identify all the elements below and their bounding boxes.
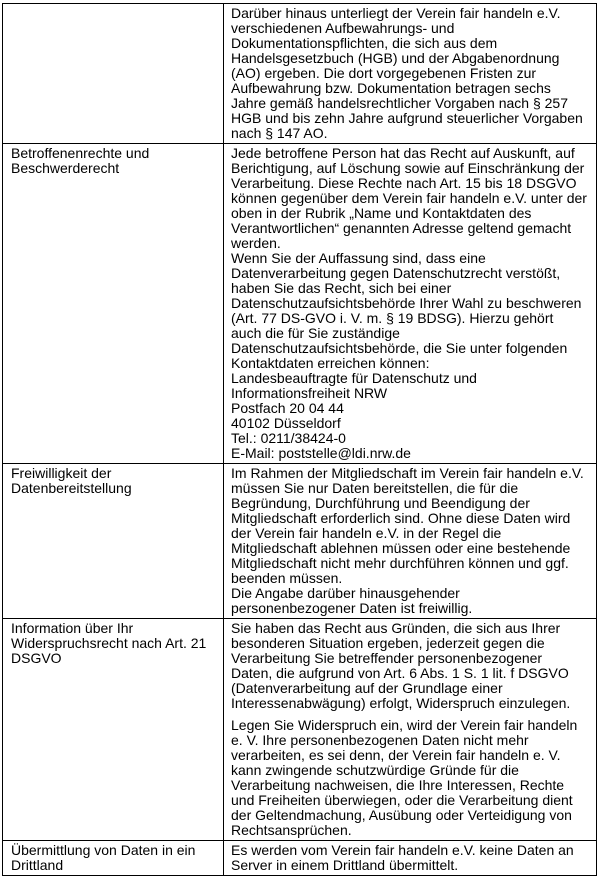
table-row-drittland [3,841,597,876]
row-label-drittland [3,841,224,876]
row-label-text: Information über Ihr Widerspruchsrecht nach Art. 21 DSGVO [11,620,207,666]
row-label-text: Übermittlung von Daten in ein Drittland [11,842,196,873]
table-row-widerspruchsrecht [3,619,597,841]
cell-paragraph: Jede betroffene Person hat das Recht auf Auskunft, auf Berichtigung, auf Löschung sowie auf Einschränkung der Verarbeitung. Diese Rechte nach Art. 15 bis 18 DSGVO können gegenüber dem Verein fair handeln e.V. unter der oben in der Rubrik „Name und Kontaktdaten des Verantwortlichen“ genannten Adresse geltend gemacht werden. [231,145,587,251]
authority-city: 40102 Düsseldorf [231,415,341,431]
row-label-betroffenenrechte [3,144,224,464]
row-content-drittland [224,841,597,876]
row-content-widerspruchsrecht [224,619,597,841]
row-content-betroffenenrechte [224,144,597,464]
authority-name: Landesbeauftragte für Datenschutz und Informationsfreiheit NRW [231,370,477,401]
cell-paragraph: Die Angabe darüber hinausgehender personenbezogener Daten ist freiwillig. [231,585,473,616]
authority-postbox: Postfach 20 04 44 [231,400,344,416]
table-row-freiwilligkeit [3,464,597,619]
cell-paragraph: Im Rahmen der Mitgliedschaft im Verein fair handeln e.V. müssen Sie nur Daten bereitstellen, die für die Begründung, Durchführung und Beendigung der Mitgliedschaft erforderlich sind. Ohne diese Daten wird der Verein fair handeln e.V. in der Regel die Mitgliedschaft ablehnen müssen oder eine bestehende Mitgliedschaft nicht mehr durchführen können und ggf. beenden müssen. [231,465,584,586]
privacy-table [2,3,597,876]
row-content-freiwilligkeit [224,464,597,619]
authority-email: E-Mail: poststelle@ldi.nrw.de [231,445,411,461]
row-label-text: Betroffenenrechte und Beschwerderecht [11,145,150,176]
cell-paragraph: Sie haben das Recht aus Gründen, die sich aus Ihrer besonderen Situation ergeben, jederzeit gegen die Verarbeitung Sie betreffender personenbezogener Daten, die aufgrund von Art. 6 Abs. 1 S. 1 lit. f DSGVO (Datenverarbeitung auf der Grundlage einer Interessenabwägung) erfolgt, Widerspruch einzulegen. [231,620,571,711]
row-label-freiwilligkeit [3,464,224,619]
table-row-retention [3,4,597,144]
row-label-text: Freiwilligkeit der Datenbereitstellung [11,465,132,496]
cell-paragraph: Legen Sie Widerspruch ein, wird der Verein fair handeln e. V. Ihre personenbezogenen Daten nicht mehr verarbeiten, es sei denn, der Verein fair handeln e. V. kann zwingende schutzwürdige Gründe für die Verarbeitung nachweisen, die Ihre Interessen, Rechte und Freiheiten überwiegen, oder die Verarbeitung dient der Geltendmachung, Ausübung oder Verteidigung von Rechtsansprüchen. [231,717,578,838]
row-label-retention [3,4,224,144]
cell-paragraph: Darüber hinaus unterliegt der Verein fair handeln e.V. verschiedenen Aufbewahrungs- und Dokumentationspflichten, die sich aus dem Handelsgesetzbuch (HGB) und der Abgabenordnung (AO) ergeben. Die dort vorgegebenen Fristen zur Aufbewahrung bzw. Dokumentation betragen sechs Jahre gemäß handelsrechtlicher Vorgaben nach § 257 HGB und bis zehn Jahre aufgrund steuerlicher Vorgaben nach § 147 AO. [231,5,583,141]
cell-paragraph: Wenn Sie der Auffassung sind, dass eine Datenverarbeitung gegen Datenschutzrecht verstößt, haben Sie das Recht, sich bei einer Datenschutzaufsichtsbehörde Ihrer Wahl zu beschweren (Art. 77 DS-GVO i. V. m. § 19 BDSG). Hierzu gehört auch die für Sie zuständige Datenschutzaufsichtsbehörde, die Sie unter folgenden Kontaktdaten erreichen können: [231,250,582,371]
authority-phone: Tel.: 0211/38424-0 [231,430,346,446]
row-label-widerspruchsrecht [3,619,224,841]
cell-paragraph: Es werden vom Verein fair handeln e.V. keine Daten an Server in einem Drittland übermittelt. [231,842,574,873]
table-row-betroffenenrechte [3,144,597,464]
row-content-retention [224,4,597,144]
